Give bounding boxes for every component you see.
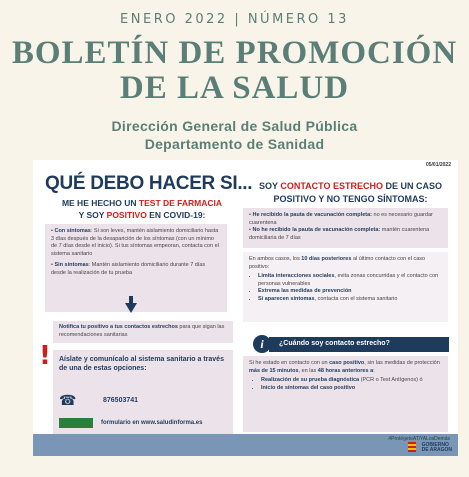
arrow-down-icon: [125, 303, 137, 313]
web-row: [59, 418, 202, 428]
contact-definition-box: [243, 356, 448, 432]
info-icon: i: [253, 335, 271, 353]
bullet-symptoms: • Si aparecen síntomas, contacta con el sistema sanitario: [258, 296, 442, 304]
question-bar: ¿Cuándo soy contacto estrecho?: [269, 337, 449, 352]
title-line-1: BOLETÍN DE PROMOCIÓN: [11, 35, 458, 71]
saludinforma-logo: [59, 418, 93, 428]
left-heading-part1: ME HE HECHO UN: [61, 198, 139, 208]
left-heading-part3: EN COVID-19:: [146, 210, 206, 220]
notify-text: para que sigan las recomendaciones sanitarias: [59, 324, 225, 338]
right-heading-part1: SOY: [258, 181, 281, 191]
left-heading-red2: POSITIVO: [106, 210, 147, 220]
exclamation-icon: !: [39, 341, 51, 371]
symptoms-box: [45, 224, 227, 312]
bullet-prevention: • Extrema las medidas de prevención: [258, 288, 442, 296]
title-line-2: DE LA SALUD: [119, 70, 350, 106]
phone-row: [59, 392, 138, 409]
covid-infographic: [33, 160, 458, 456]
infographic-date: 05/01/2022: [425, 162, 451, 168]
subtitle-department: Departamento de Sanidad: [144, 136, 325, 152]
both-cases-box: [243, 252, 448, 322]
left-heading-part2: Y SOY: [78, 210, 107, 220]
vac-incomplete: • No he recibido la pauta de vacunación completa: mantén cuarentena domiciliaria de 7 días: [249, 227, 430, 241]
phone-number[interactable]: 876503741: [103, 397, 139, 404]
left-heading: [47, 197, 237, 221]
issue-line: ENERO 2022 | NÚMERO 13: [120, 12, 349, 27]
bullet-limit-social: • Limita interacciones sociales, evita zonas concurridas y el contacto con personas vulnerables: [258, 273, 442, 288]
left-heading-red1: TEST DE FARMACIA: [138, 198, 223, 208]
main-heading: QUÉ DEBO HACER SI...: [45, 173, 253, 194]
contact-bullet-onset: • Inicio de síntomas del caso positivo: [261, 385, 442, 393]
right-heading-red: CONTACTO ESTRECHO: [280, 181, 383, 191]
hashtag: #ProtégeteATiYALosDemás: [388, 436, 450, 442]
notify-box: [53, 321, 233, 343]
contact-bullet-test: • Realización de su prueba diagnóstica (PCR o Test Antígenos) ó: [261, 377, 442, 385]
right-heading-part2: DE UN CASO POSITIVO Y NO TENGO SÍNTOMAS:: [273, 181, 443, 204]
subtitle-direction: Dirección General de Salud Pública: [111, 118, 358, 134]
both-cases-text: En ambos casos, los 10 días posteriores al último contacto con el caso positivo:: [249, 256, 426, 270]
aragon-flag-icon: [408, 442, 416, 452]
notify-bold: Notifica tu positivo a tus contactos estrechos: [59, 324, 178, 330]
contact-text: Si he estado en contacto con un caso positivo, sin las medidas de protección más de 15 minutos, en las 48 horas anteriores a:: [249, 360, 440, 374]
vaccination-box: [243, 208, 448, 248]
with-symptoms: • Con síntomas: Si son leves, mantén aislamiento domiciliario hasta 3 días después de la desaparición de los síntomas (con un mínimo de 7 días desde el inicio). Si tus síntomas empeoran, contacta con el sistema sanitario: [51, 228, 219, 257]
right-heading: [243, 180, 458, 206]
gobierno-aragon-logo: GOBIERNO DE ARAGON: [421, 442, 452, 453]
web-form-link[interactable]: formulario en www.saludinforma.es: [101, 420, 203, 426]
page-title: [0, 36, 469, 106]
isolate-box: [53, 350, 233, 446]
without-symptoms: • Sin síntomas: Mantén aislamiento domiciliario durante 7 días desde la realización de tu prueba: [51, 262, 206, 276]
isolate-text: Aíslate y comunícalo al sistema sanitario a través de una de estas opciones:: [59, 356, 224, 372]
infographic-footer: [33, 434, 458, 456]
phone-icon: ☎: [59, 392, 77, 408]
vac-complete: • He recibido la pauta de vacunación completa: no es necesario guardar cuarentena: [249, 212, 433, 226]
